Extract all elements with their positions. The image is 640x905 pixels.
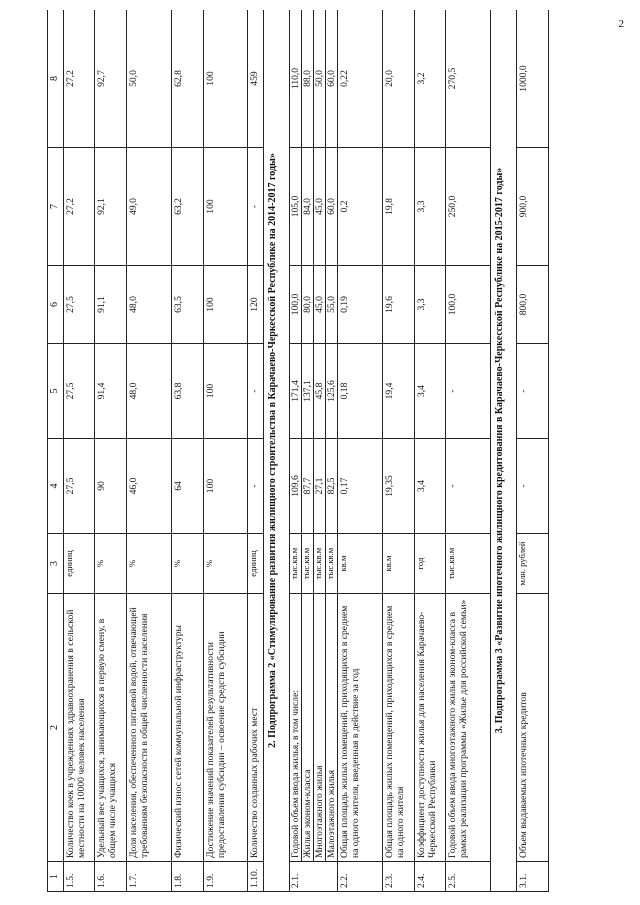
value-cell: 48,0 bbox=[127, 266, 172, 344]
indicator-name: Малоэтажного жилья bbox=[326, 594, 338, 862]
value-cell: 62,8 bbox=[172, 10, 204, 148]
table-row bbox=[446, 10, 491, 892]
indicator-name: Общая площадь жилых помещений, приходящихся в среднем на одного жителя, введенная в действие за год bbox=[338, 594, 383, 862]
table-row bbox=[248, 10, 264, 892]
value-cell: 3,4 bbox=[415, 344, 446, 439]
table-row bbox=[326, 10, 338, 892]
table-row bbox=[314, 10, 326, 892]
indicator-name: Количество коек в учреждениях здравоохранения в сельской местности на 10000 человек населения bbox=[64, 594, 95, 862]
value-cell: 105,0 bbox=[290, 148, 302, 266]
value-cell: - bbox=[446, 344, 491, 439]
row-number: 2.3. bbox=[383, 862, 415, 892]
value-cell: 0,17 bbox=[338, 439, 383, 534]
value-cell: 900,0 bbox=[517, 148, 549, 266]
indicator-name: Удельный вес учащихся, занимающихся в первую смену, в общем числе учащихся bbox=[95, 594, 127, 862]
value-cell: 20,0 bbox=[383, 10, 415, 148]
indicator-name: Объем выдаваемых ипотечных кредитов bbox=[517, 594, 549, 862]
value-cell: 1000,0 bbox=[517, 10, 549, 148]
row-number: 1.7. bbox=[127, 862, 172, 892]
indicator-name: Количество созданных рабочих мест bbox=[248, 594, 264, 862]
table-row bbox=[64, 10, 95, 892]
row-number: 2.5. bbox=[446, 862, 491, 892]
unit-cell: % bbox=[127, 534, 172, 594]
indicator-name: Многоэтажного жилья bbox=[314, 594, 326, 862]
col-number: 7 bbox=[48, 148, 64, 266]
value-cell: 82,5 bbox=[326, 439, 338, 534]
indicator-name: Доля населения, обеспеченного питьевой водой, отвечающей требованиям безопасности в общей численности населения bbox=[127, 594, 172, 862]
table-row bbox=[204, 10, 248, 892]
value-cell: 100,0 bbox=[290, 266, 302, 344]
value-cell: - bbox=[248, 148, 264, 266]
value-cell: 92,1 bbox=[95, 148, 127, 266]
value-cell: 3,4 bbox=[415, 439, 446, 534]
row-number: 2.4. bbox=[415, 862, 446, 892]
table-row bbox=[415, 10, 446, 892]
unit-cell: тыс.кв.м bbox=[326, 534, 338, 594]
unit-cell: единиц bbox=[248, 534, 264, 594]
value-cell: 45,0 bbox=[314, 266, 326, 344]
row-number: 1.9. bbox=[204, 862, 248, 892]
table-row bbox=[383, 10, 415, 892]
table-row bbox=[302, 10, 314, 892]
value-cell: 92,7 bbox=[95, 10, 127, 148]
col-number: 8 bbox=[48, 10, 64, 148]
value-cell: - bbox=[446, 439, 491, 534]
unit-cell: кв.м bbox=[338, 534, 383, 594]
value-cell: 3,2 bbox=[415, 10, 446, 148]
value-cell: 84,0 bbox=[302, 148, 314, 266]
unit-cell: единиц bbox=[64, 534, 95, 594]
value-cell: 100 bbox=[204, 10, 248, 148]
value-cell: 0,2 bbox=[338, 148, 383, 266]
value-cell: - bbox=[248, 344, 264, 439]
value-cell: 0,18 bbox=[338, 344, 383, 439]
value-cell: 91,1 bbox=[95, 266, 127, 344]
rotated-table-container bbox=[47, 10, 609, 892]
indicator-name: Общая площадь жилых помещений, приходящихся в среднем на одного жителя bbox=[383, 594, 415, 862]
table-row bbox=[338, 10, 383, 892]
unit-cell: тыс.кв.м bbox=[314, 534, 326, 594]
col-number: 2 bbox=[48, 594, 64, 862]
unit-cell: % bbox=[172, 534, 204, 594]
value-cell: 125,6 bbox=[326, 344, 338, 439]
value-cell: 110,0 bbox=[290, 10, 302, 148]
value-cell: 50,0 bbox=[314, 10, 326, 148]
value-cell: 63,8 bbox=[172, 344, 204, 439]
value-cell: 27,1 bbox=[314, 439, 326, 534]
col-number: 4 bbox=[48, 439, 64, 534]
value-cell: 90 bbox=[95, 439, 127, 534]
document-sheet bbox=[47, 10, 609, 892]
value-cell: 60,0 bbox=[326, 148, 338, 266]
section-2-title: 2. Подпрограмма 2 «Стимулирование развития жилищного строительства в Карачаево-Черкесской Республике на 2014-2017 годы» bbox=[264, 10, 290, 892]
value-cell: 48,0 bbox=[127, 344, 172, 439]
row-number: 1.10. bbox=[248, 862, 264, 892]
value-cell: 19,6 bbox=[383, 266, 415, 344]
value-cell: 3,3 bbox=[415, 148, 446, 266]
unit-cell: кв.м bbox=[383, 534, 415, 594]
value-cell: 19,35 bbox=[383, 439, 415, 534]
value-cell: 120 bbox=[248, 266, 264, 344]
value-cell: 100 bbox=[204, 344, 248, 439]
value-cell: 60,0 bbox=[326, 10, 338, 148]
value-cell: 250,0 bbox=[446, 148, 491, 266]
unit-cell: тыс.кв.м bbox=[446, 534, 491, 594]
value-cell: 27,5 bbox=[64, 344, 95, 439]
table-row bbox=[517, 10, 549, 892]
indicators-table bbox=[47, 10, 549, 892]
unit-cell: тыс.кв.м bbox=[290, 534, 302, 594]
value-cell: 100,0 bbox=[446, 266, 491, 344]
indicator-name: Годовой объем ввода многоэтажного жилья эконом-класса в рамках реализации программы «Жилье для российской семьи» bbox=[446, 594, 491, 862]
section-heading-row bbox=[491, 10, 517, 892]
column-number-row bbox=[48, 10, 64, 892]
table-row bbox=[95, 10, 127, 892]
value-cell: 91,4 bbox=[95, 344, 127, 439]
value-cell: 0,19 bbox=[338, 266, 383, 344]
value-cell: 800,0 bbox=[517, 266, 549, 344]
value-cell: 27,5 bbox=[64, 266, 95, 344]
indicator-name: Жилья эконом-класса bbox=[302, 594, 314, 862]
row-number: 1.8. bbox=[172, 862, 204, 892]
value-cell: 55,0 bbox=[326, 266, 338, 344]
row-number: 2.1. bbox=[290, 862, 338, 892]
value-cell: 19,4 bbox=[383, 344, 415, 439]
value-cell: 49,0 bbox=[127, 148, 172, 266]
col-number: 3 bbox=[48, 534, 64, 594]
row-number: 1.5. bbox=[64, 862, 95, 892]
value-cell: 19,8 bbox=[383, 148, 415, 266]
col-number: 1 bbox=[48, 862, 64, 892]
section-3-title: 3. Подпрограмма 3 «Развитие ипотечного жилищного кредитования в Карачаево-Черкесской Республике на 2015-2017 годы» bbox=[491, 10, 517, 892]
section-heading-row bbox=[264, 10, 290, 892]
value-cell: 100 bbox=[204, 266, 248, 344]
value-cell: 171,4 bbox=[290, 344, 302, 439]
value-cell: 137,1 bbox=[302, 344, 314, 439]
indicator-name: Физический износ сетей коммунальной инфраструктуры bbox=[172, 594, 204, 862]
value-cell: 100 bbox=[204, 439, 248, 534]
unit-cell: % bbox=[95, 534, 127, 594]
value-cell: 270,5 bbox=[446, 10, 491, 148]
value-cell: 0,22 bbox=[338, 10, 383, 148]
value-cell: 80,0 bbox=[302, 266, 314, 344]
value-cell: - bbox=[517, 344, 549, 439]
indicator-name: Коэффициент доступности жилья для населения Карачаево-Черкесской Республики bbox=[415, 594, 446, 862]
value-cell: 100 bbox=[204, 148, 248, 266]
row-number: 1.6. bbox=[95, 862, 127, 892]
col-number: 6 bbox=[48, 266, 64, 344]
value-cell: 50,0 bbox=[127, 10, 172, 148]
table-row bbox=[172, 10, 204, 892]
page-number: 2 bbox=[618, 18, 624, 30]
row-number: 3.1. bbox=[517, 862, 549, 892]
value-cell: 27,5 bbox=[64, 439, 95, 534]
row-number: 2.2. bbox=[338, 862, 383, 892]
value-cell: 109,6 bbox=[290, 439, 302, 534]
value-cell: 63,2 bbox=[172, 148, 204, 266]
col-number: 5 bbox=[48, 344, 64, 439]
indicator-name: Достижение значений показателей результативности предоставления субсидии – освоение средств субсидии bbox=[204, 594, 248, 862]
value-cell: 45,8 bbox=[314, 344, 326, 439]
table-row bbox=[290, 10, 302, 892]
value-cell: 63,5 bbox=[172, 266, 204, 344]
value-cell: - bbox=[517, 439, 549, 534]
unit-cell: год bbox=[415, 534, 446, 594]
unit-cell: % bbox=[204, 534, 248, 594]
value-cell: 64 bbox=[172, 439, 204, 534]
indicator-name: Годовой объем ввода жилья, в том числе: bbox=[290, 594, 302, 862]
value-cell: 3,3 bbox=[415, 266, 446, 344]
unit-cell: тыс.кв.м bbox=[302, 534, 314, 594]
value-cell: 27,2 bbox=[64, 10, 95, 148]
value-cell: 87,7 bbox=[302, 439, 314, 534]
value-cell: 459 bbox=[248, 10, 264, 148]
unit-cell: млн. рублей bbox=[517, 534, 549, 594]
table-row bbox=[127, 10, 172, 892]
value-cell: 45,0 bbox=[314, 148, 326, 266]
value-cell: 27,2 bbox=[64, 148, 95, 266]
value-cell: 46,0 bbox=[127, 439, 172, 534]
value-cell: 88,0 bbox=[302, 10, 314, 148]
value-cell: - bbox=[248, 439, 264, 534]
